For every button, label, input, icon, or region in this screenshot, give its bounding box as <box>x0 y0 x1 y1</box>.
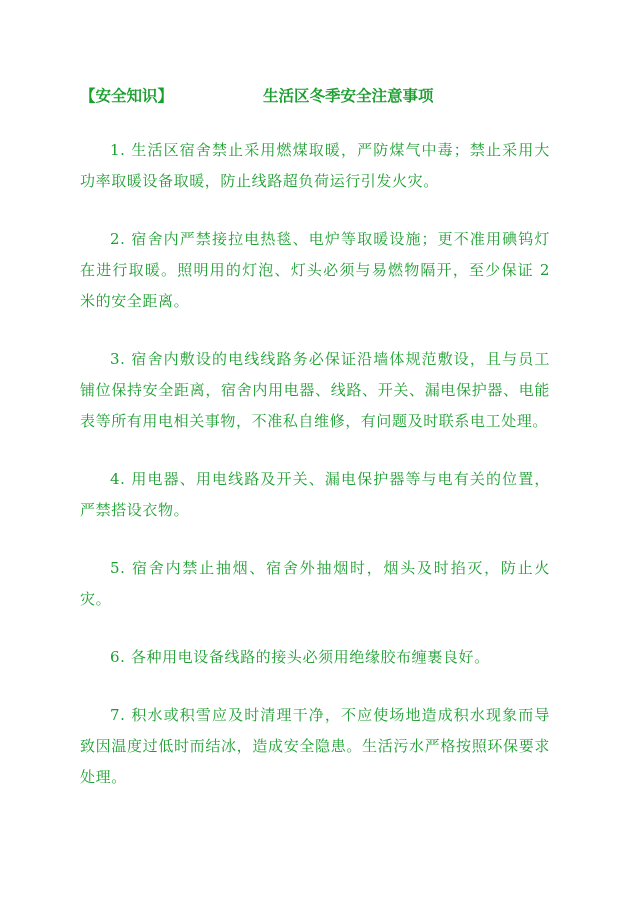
section-tag: 【安全知识】 <box>80 86 174 105</box>
list-item: 6. 各种用电设备线路的接头必须用绝缘胶布缠裹良好。 <box>110 648 490 666</box>
list-item: 7. 积水或积雪应及时清理干净，不应使场地造成积水现象而导致因温度过低时而结冰，造成安全隐患。生活污水严格按照环保要求处理。 <box>80 706 550 786</box>
list-item: 5. 宿舍内禁止抽烟、宿舍外抽烟时，烟头及时掐灭，防止火灾。 <box>80 559 550 608</box>
page-title: 生活区冬季安全注意事项 <box>263 86 434 105</box>
list-item: 3. 宿舍内敷设的电线线路务必保证沿墙体规范敷设，且与员工铺位保持安全距离，宿舍内用电器、线路、开关、漏电保护器、电能表等所有用电相关事物，不准私自维修，有问题及时联系电工处理。 <box>80 350 550 430</box>
list-item: 4. 用电器、用电线路及开关、漏电保护器等与电有关的位置，严禁搭设衣物。 <box>80 470 550 519</box>
document-page <box>80 84 550 820</box>
list-item: 2. 宿舍内严禁接拉电热毯、电炉等取暖设施；更不准用碘钨灯在进行取暖。照明用的灯泡、灯头必须与易燃物隔开，至少保证 2 米的安全距离。 <box>80 230 550 310</box>
list-item: 1. 生活区宿舍禁止采用燃煤取暖，严防煤气中毒；禁止采用大功率取暖设备取暖，防止线路超负荷运行引发火灾。 <box>80 141 550 190</box>
document-header <box>80 84 550 108</box>
